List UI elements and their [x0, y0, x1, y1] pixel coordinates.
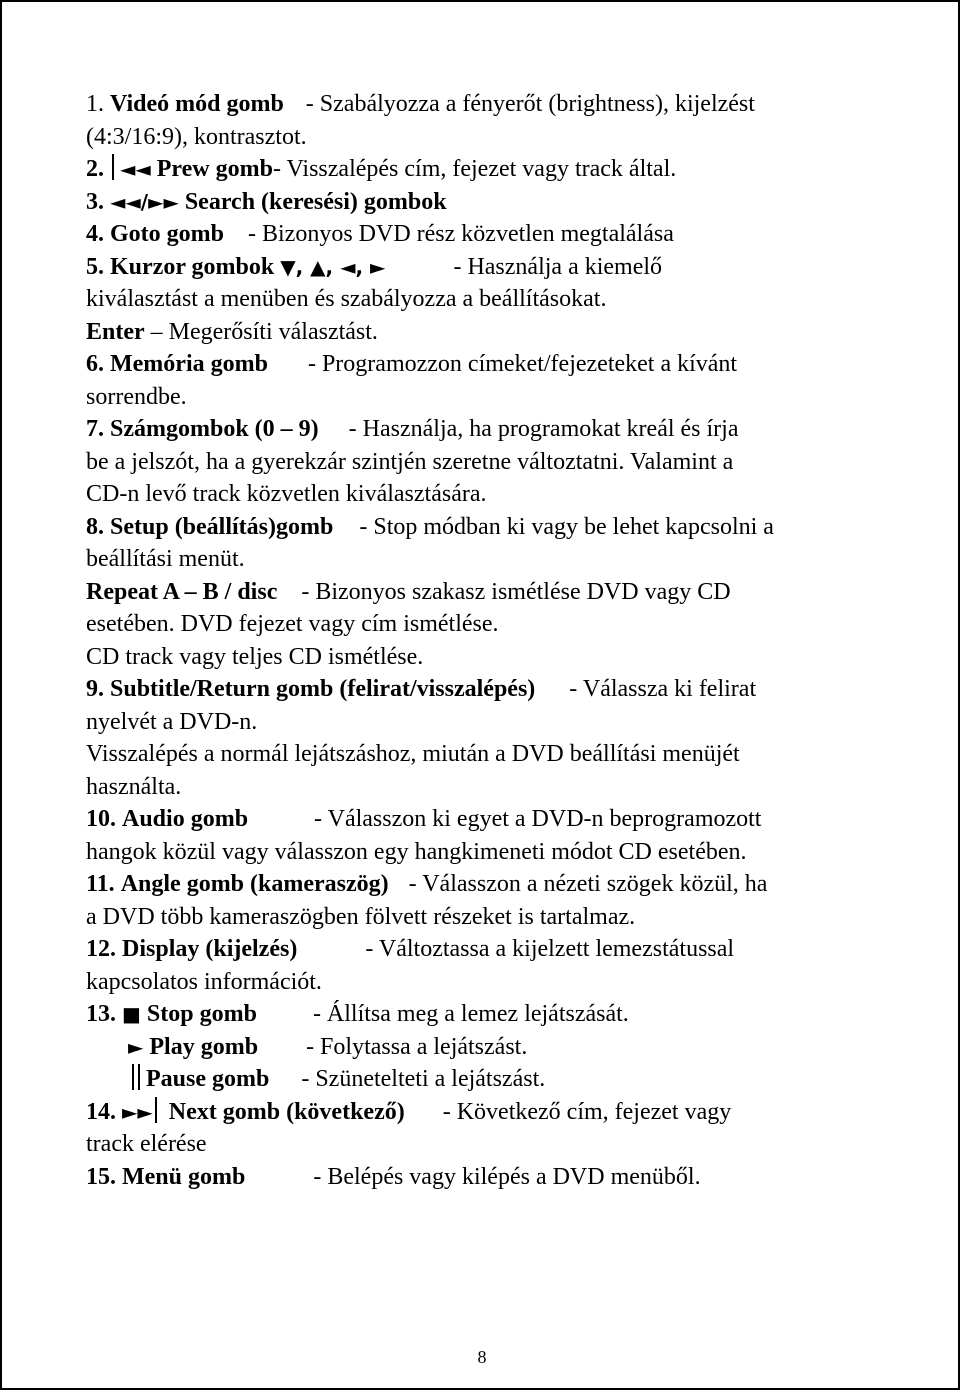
- item-description: - Válassza ki felirat: [569, 676, 757, 702]
- item-description: - Változtassa a kijelzett lemezstátussal: [365, 936, 735, 962]
- item-number: 6.: [86, 351, 104, 377]
- item-2: [86, 153, 886, 186]
- item-number: 3.: [86, 188, 104, 215]
- item-8-repeat: [86, 576, 886, 609]
- item-8-continuation: beállítási menüt.: [86, 546, 245, 572]
- item-number: 5.: [86, 253, 104, 280]
- item-title: Számgombok (0 – 9): [110, 416, 319, 442]
- item-number: 15.: [86, 1163, 116, 1190]
- item-13: [86, 998, 886, 1031]
- item-5: [86, 251, 886, 284]
- item-title: Menü gomb: [122, 1163, 246, 1190]
- item-13-play: [86, 1031, 886, 1064]
- item-8-repeat-continuation: esetében. DVD fejezet vagy cím ismétlése.: [86, 611, 499, 637]
- bar-icon: [155, 1097, 157, 1123]
- item-title: Repeat A – B / disc: [86, 578, 278, 605]
- item-7-continuation: be a jelszót, ha a gyerekzár szintjén szeretne változtatni. Valamint a: [86, 448, 734, 475]
- item-9-continuation: nyelvét a DVD-n.: [86, 708, 258, 735]
- item-title: Goto gomb: [110, 221, 224, 247]
- item-description: – Megerősíti választást.: [150, 318, 378, 345]
- item-number: 8.: [86, 513, 104, 540]
- item-description: - Használja, ha programokat kreál és írja: [348, 416, 739, 442]
- item-7: [86, 413, 886, 446]
- item-description: - Szünetelteti a lejátszást.: [301, 1066, 546, 1092]
- item-7-continuation-2: CD-n levő track közvetlen kiválasztására.: [86, 481, 487, 507]
- item-title: Pause gomb: [146, 1066, 270, 1092]
- item-description: - Állítsa meg a lemez lejátszását.: [312, 1001, 629, 1027]
- item-description: - Bizonyos szakasz ismétlése DVD vagy CD: [301, 578, 731, 605]
- search-icon: ◄◄/►►: [110, 189, 179, 214]
- item-number: 4.: [86, 221, 104, 247]
- item-title: Search (keresési) gombok: [184, 188, 447, 215]
- next-icon: ►►: [122, 1099, 153, 1124]
- item-title: Subtitle/Return gomb (felirat/visszalépés): [110, 676, 536, 702]
- item-title: Display (kijelzés): [122, 936, 298, 962]
- item-9-continuation-3: használta.: [86, 773, 182, 800]
- item-description: - Válasszon ki egyet a DVD-n beprogramozott: [314, 806, 762, 832]
- item-11: [86, 868, 886, 901]
- item-description: - Válasszon a nézeti szögek közül, ha: [408, 871, 768, 897]
- item-13-pause: [86, 1063, 886, 1096]
- item-number: 13.: [86, 1001, 116, 1027]
- item-number: 9.: [86, 676, 104, 702]
- item-description: - Belépés vagy kilépés a DVD menüből.: [313, 1163, 701, 1190]
- item-description: - Szabályozza a fényerőt (brightness), kijelzést: [305, 91, 755, 117]
- item-title: Next gomb (következő): [168, 1098, 405, 1125]
- item-number: 12.: [86, 936, 116, 962]
- item-description: - Visszalépés cím, fejezet vagy track által.: [272, 156, 677, 182]
- item-10-continuation: hangok közül vagy válasszon egy hangkimeneti módot CD esetében.: [86, 838, 747, 865]
- item-6: [86, 348, 886, 381]
- item-14-continuation: track elérése: [86, 1131, 207, 1157]
- item-10: [86, 803, 886, 836]
- item-1: [86, 88, 886, 121]
- cursor-arrows-icon: ▼, ▲, ◄, ►: [280, 254, 386, 279]
- item-title: Setup (beállítás)gomb: [110, 513, 334, 540]
- item-11-continuation: a DVD több kameraszögben fölvett részeket is tartalmaz.: [86, 903, 636, 930]
- item-9-continuation-2: Visszalépés a normál lejátszáshoz, miután a DVD beállítási menüjét: [86, 741, 740, 767]
- previous-icon: ◄◄: [120, 157, 151, 181]
- item-title: Audio gomb: [122, 806, 249, 832]
- pause-icon: [132, 1064, 140, 1090]
- remote-control-description: [86, 88, 886, 1193]
- item-number: 7.: [86, 416, 104, 442]
- item-5-enter: [86, 316, 886, 349]
- item-title: Stop gomb: [146, 1001, 257, 1027]
- item-12: [86, 933, 886, 966]
- item-number: 10.: [86, 806, 116, 832]
- item-description: - Programozzon címeket/fejezeteket a kívánt: [307, 351, 738, 377]
- item-14: [86, 1096, 886, 1129]
- item-6-continuation: sorrendbe.: [86, 383, 187, 410]
- item-15: [86, 1161, 886, 1194]
- item-number: 14.: [86, 1098, 116, 1125]
- item-5-continuation: kiválasztást a menüben és szabályozza a beállításokat.: [86, 286, 607, 312]
- item-8-repeat-continuation-2: CD track vagy teljes CD ismétlése.: [86, 643, 424, 670]
- item-title: Kurzor gombok: [110, 253, 275, 280]
- stop-icon: ■: [122, 1002, 141, 1026]
- item-title: Play gomb: [149, 1033, 259, 1060]
- play-icon: ►: [128, 1034, 144, 1059]
- item-description: - Használja a kiemelő: [453, 253, 663, 280]
- item-title: Prew gomb: [156, 156, 273, 182]
- item-4: [86, 218, 886, 251]
- item-number: 11.: [86, 871, 115, 897]
- item-title: Videó mód gomb: [110, 91, 284, 117]
- item-description: - Folytassa a lejátszást.: [306, 1033, 528, 1060]
- item-title: Enter: [86, 318, 145, 345]
- item-12-continuation: kapcsolatos információt.: [86, 968, 322, 995]
- item-number: 1.: [86, 91, 104, 117]
- item-9: [86, 673, 886, 706]
- item-description: - Következő cím, fejezet vagy: [442, 1098, 732, 1125]
- item-3: [86, 186, 886, 219]
- page-number: 8: [477, 1347, 487, 1367]
- item-8: [86, 511, 886, 544]
- bar-icon: [112, 154, 114, 180]
- item-description: - Bizonyos DVD rész közvetlen megtalálása: [248, 221, 674, 247]
- item-title: Memória gomb: [110, 351, 268, 377]
- item-1-continuation: (4:3/16:9), kontrasztot.: [86, 123, 307, 150]
- item-number: 2.: [86, 156, 104, 182]
- item-title: Angle gomb (kameraszög): [120, 871, 389, 897]
- item-description: - Stop módban ki vagy be lehet kapcsolni a: [359, 513, 774, 540]
